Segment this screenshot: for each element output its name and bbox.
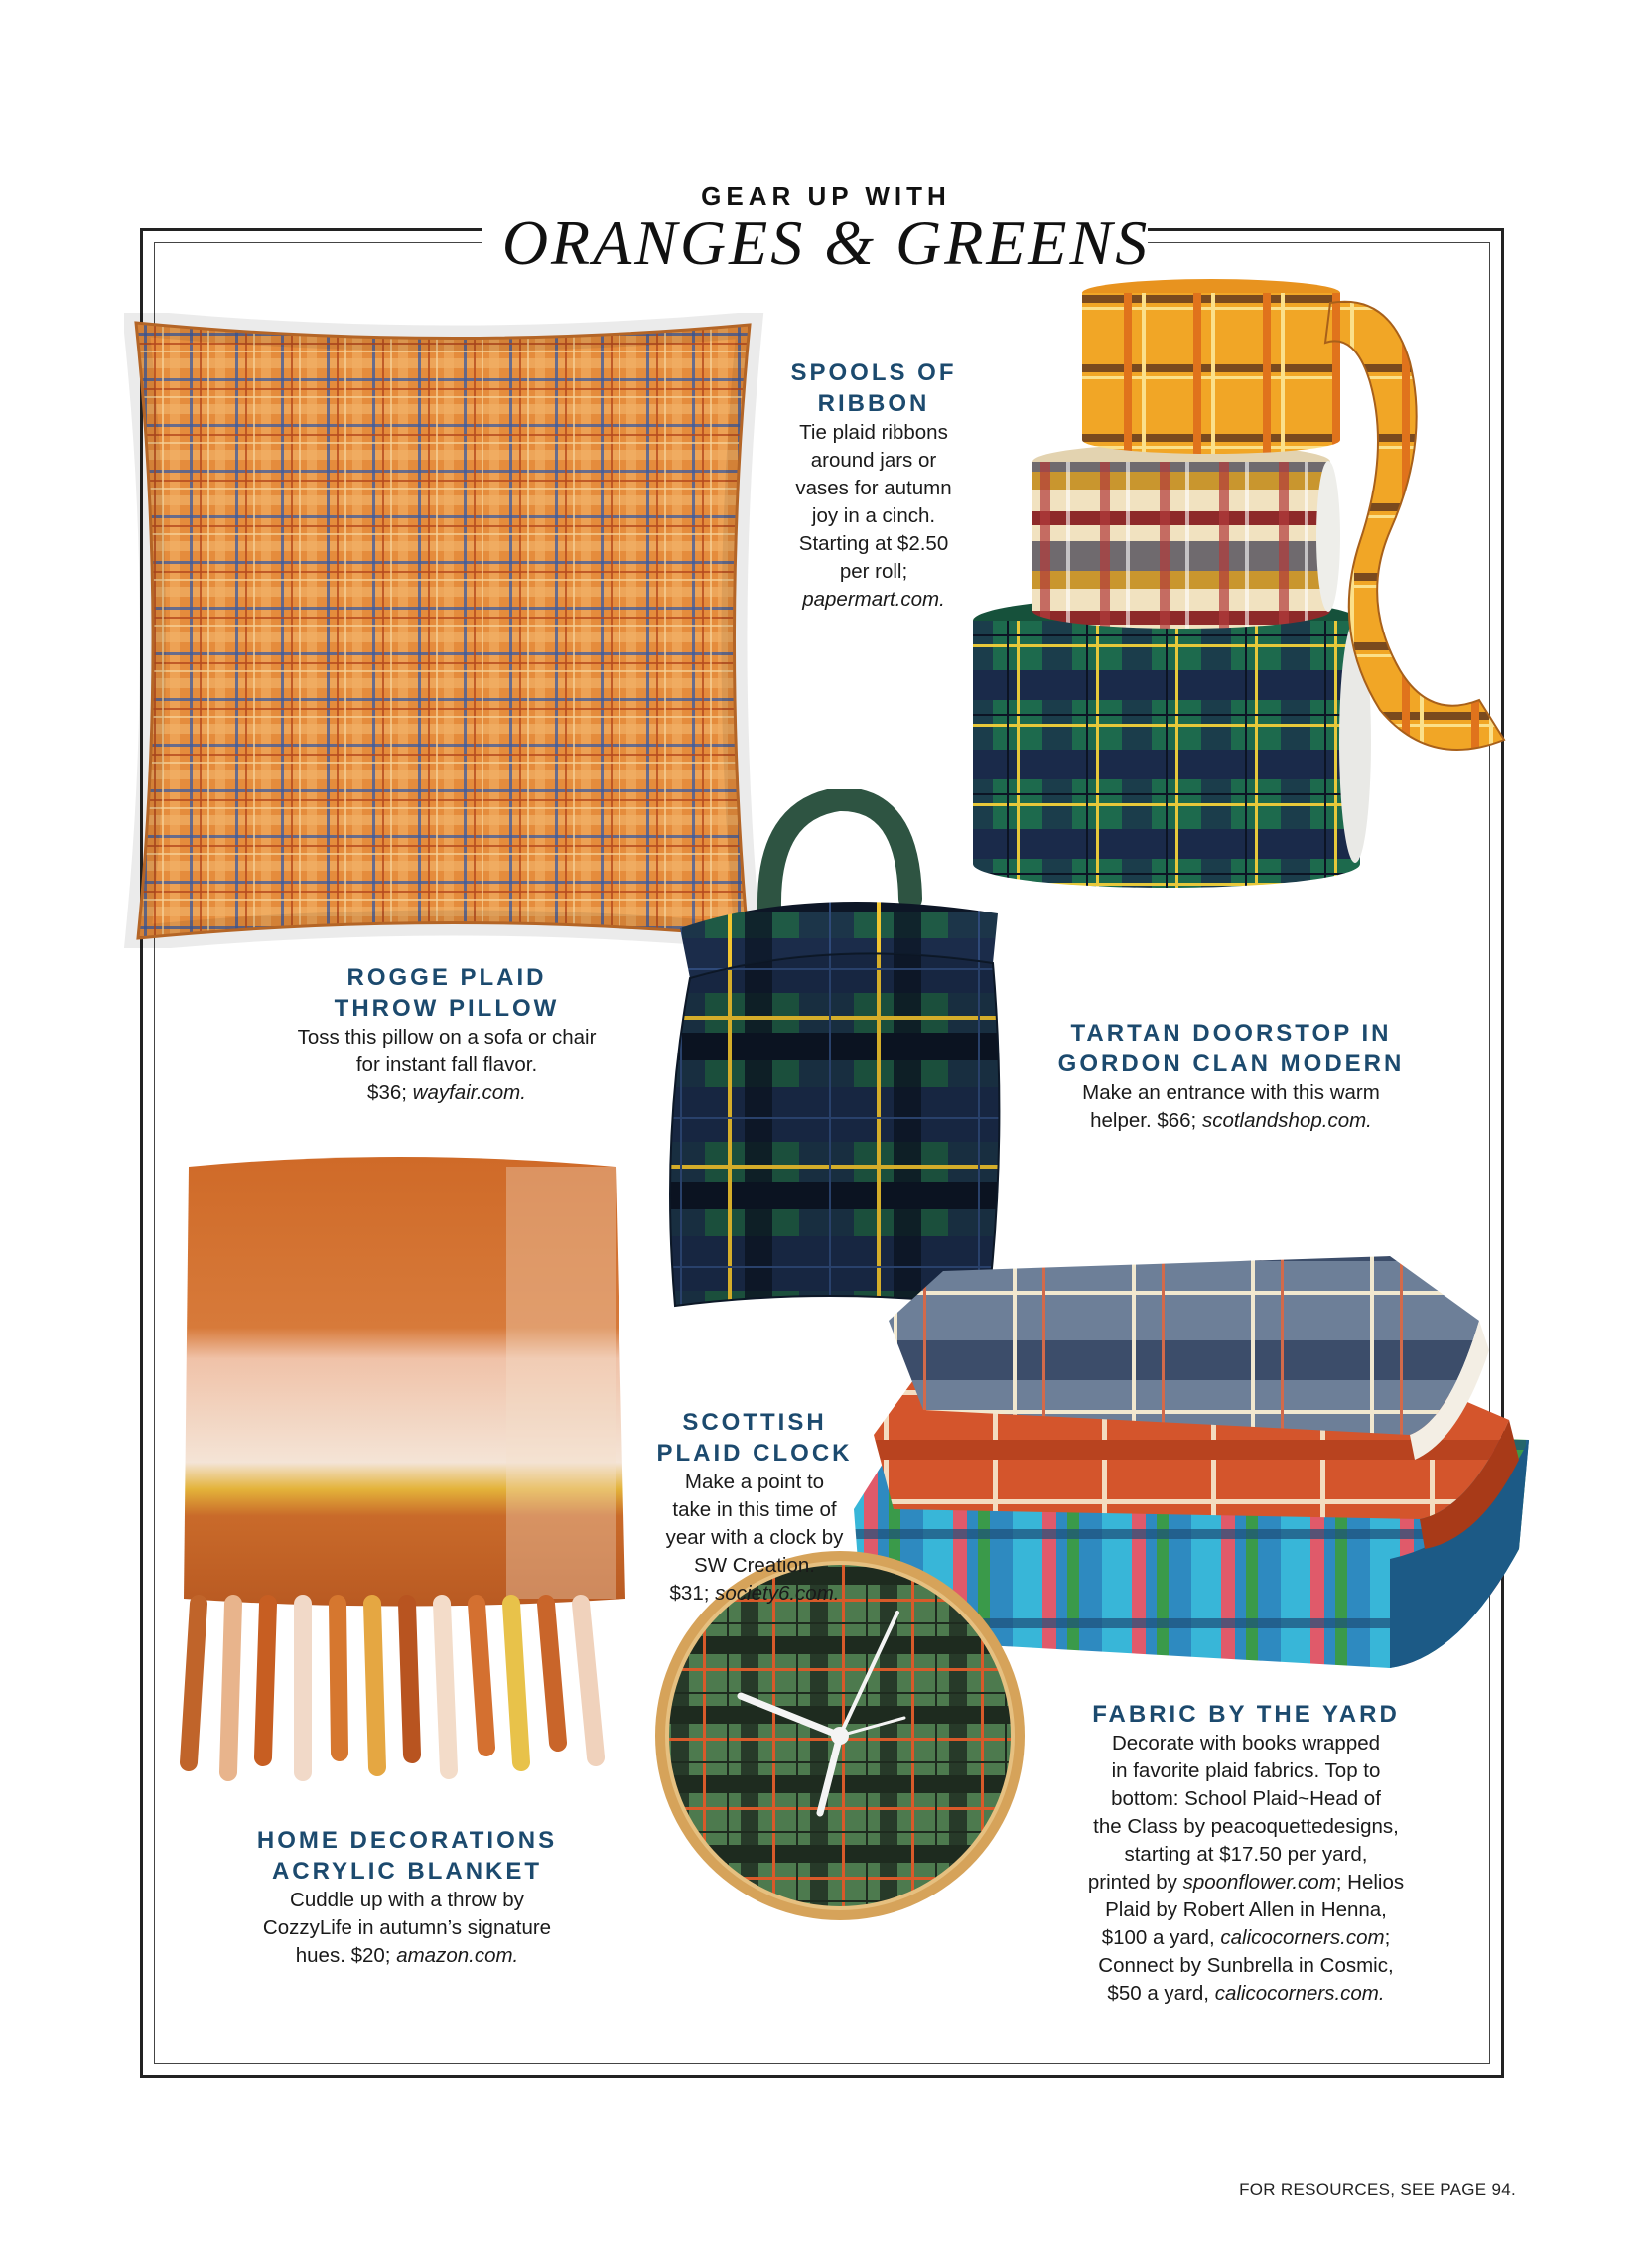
- fabric-text: ; Helios: [1335, 1871, 1405, 1894]
- ribbon-line: around jars or: [810, 449, 937, 472]
- fabric-text: $100 a yard,: [1101, 1926, 1221, 1949]
- ribbon-line: Tie plaid ribbons: [799, 421, 948, 444]
- fabric-line: Decorate with books wrapped: [1111, 1732, 1381, 1755]
- ribbon-spools-image: [963, 273, 1529, 938]
- page-kicker: GEAR UP WITH: [701, 181, 951, 211]
- pillow-line: for instant fall flavor.: [355, 1053, 538, 1076]
- clock-blurb: [625, 1407, 884, 1608]
- clock-line: take in this time of: [672, 1498, 837, 1521]
- ribbon-line: joy in a cinch.: [811, 504, 936, 527]
- clock-line: Make a point to: [684, 1471, 825, 1493]
- fabric-line: bottom: School Plaid~Head of: [1111, 1787, 1381, 1810]
- blanket-title-2: ACRYLIC BLANKET: [271, 1858, 543, 1885]
- ribbon-url[interactable]: papermart.com.: [802, 588, 945, 611]
- fabric-blurb: [1057, 1699, 1435, 2008]
- pillow-blurb: [228, 962, 665, 1107]
- blanket-title-1: HOME DECORATIONS: [256, 1827, 558, 1854]
- ribbon-line: vases for autumn: [795, 477, 952, 499]
- clock-url[interactable]: society6.com.: [715, 1582, 840, 1605]
- fabric-url-calicocorners[interactable]: calicocorners.com.: [1214, 1982, 1385, 2005]
- blanket-line: CozzyLife in autumn’s signature: [262, 1916, 552, 1939]
- pillow-title-2: THROW PILLOW: [334, 995, 560, 1022]
- doorstop-line: Make an entrance with this warm: [1082, 1081, 1380, 1104]
- doorstop-url[interactable]: scotlandshop.com.: [1201, 1109, 1372, 1132]
- fabric-text: printed by: [1087, 1871, 1183, 1894]
- fabric-text: $50 a yard,: [1107, 1982, 1215, 2005]
- fabric-line: in favorite plaid fabrics. Top to: [1111, 1759, 1381, 1782]
- pillow-title-1: ROGGE PLAID: [346, 964, 547, 991]
- page-headline: ORANGES & GREENS: [501, 208, 1151, 278]
- fabric-line: starting at $17.50 per yard,: [1124, 1843, 1368, 1866]
- ribbon-line: per roll;: [839, 560, 908, 583]
- fabric-url-spoonflower[interactable]: spoonflower.com: [1182, 1871, 1336, 1894]
- pillow-price: $36;: [367, 1081, 413, 1104]
- ribbon-blurb: [774, 357, 973, 614]
- clock-price: $31;: [669, 1582, 716, 1605]
- resources-footer: FOR RESOURCES, SEE PAGE 94.: [1239, 2180, 1516, 2199]
- fabric-title: FABRIC BY THE YARD: [1092, 1701, 1400, 1728]
- blanket-line: Cuddle up with a throw by: [290, 1889, 524, 1911]
- doorstop-price: helper. $66;: [1090, 1109, 1202, 1132]
- clock-line: SW Creation.: [694, 1554, 815, 1577]
- fabric-text: ;: [1384, 1926, 1391, 1949]
- blanket-blurb: [228, 1825, 586, 1970]
- doorstop-blurb: [1023, 1018, 1440, 1135]
- fabric-url-calicocorners[interactable]: calicocorners.com: [1220, 1926, 1385, 1949]
- blanket-image: [159, 1147, 635, 1782]
- pillow-line: Toss this pillow on a sofa or chair: [297, 1026, 597, 1049]
- clock-line: year with a clock by: [665, 1526, 844, 1549]
- pillow-url[interactable]: wayfair.com.: [412, 1081, 526, 1104]
- ribbon-title-2: RIBBON: [817, 390, 930, 417]
- blanket-price: hues. $20;: [295, 1944, 397, 1967]
- clock-title-2: PLAID CLOCK: [656, 1440, 853, 1467]
- fabric-line: the Class by peacoquettedesigns,: [1093, 1815, 1399, 1838]
- blanket-url[interactable]: amazon.com.: [396, 1944, 519, 1967]
- fabric-line: Connect by Sunbrella in Cosmic,: [1098, 1954, 1394, 1977]
- clock-title-1: SCOTTISH: [682, 1409, 827, 1436]
- ribbon-title-1: SPOOLS OF: [790, 359, 957, 386]
- ribbon-line: Starting at $2.50: [798, 532, 949, 555]
- fabric-line: Plaid by Robert Allen in Henna,: [1105, 1898, 1387, 1921]
- doorstop-title-1: TARTAN DOORSTOP IN: [1070, 1020, 1392, 1047]
- doorstop-title-2: GORDON CLAN MODERN: [1057, 1051, 1405, 1077]
